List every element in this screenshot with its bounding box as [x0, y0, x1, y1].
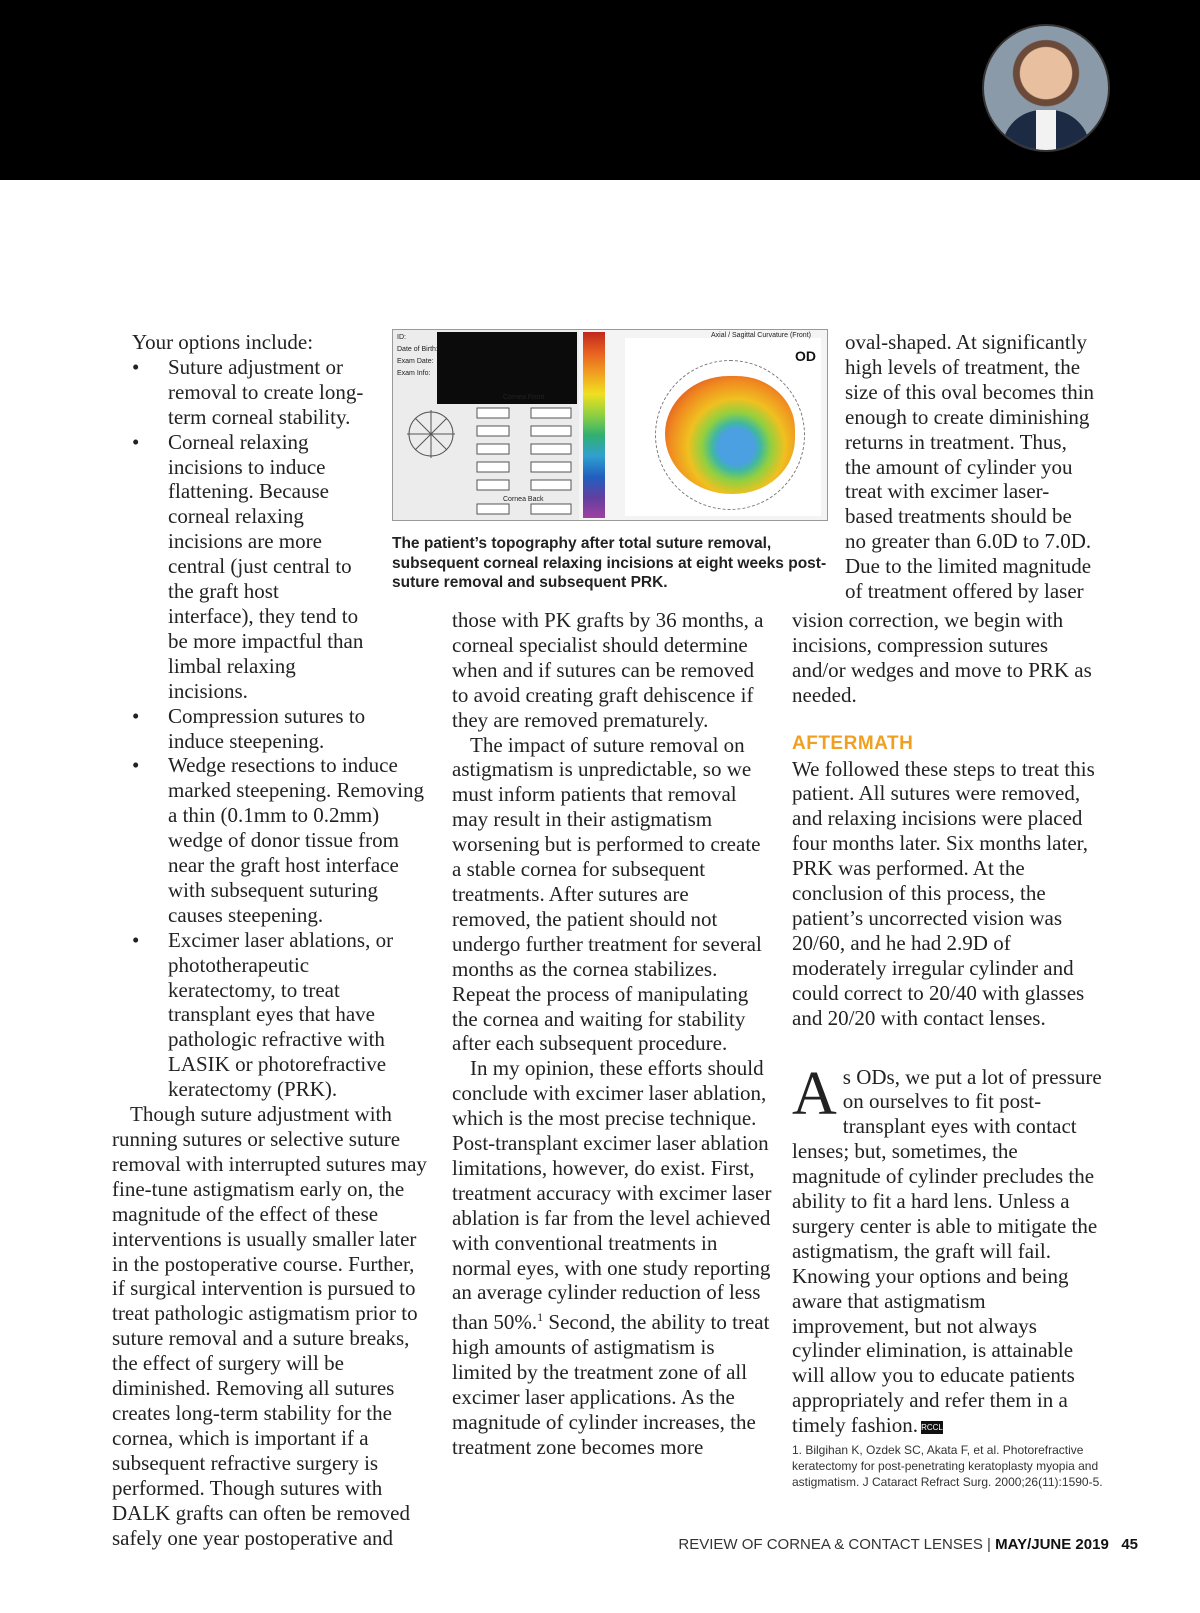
col2-paragraph-2: The impact of suture removal on astigmatism is unpredictable, so we must inform patients that removal may result in their astigmatism worsening but is performed to create a stable cornea for subsequent treatments. After sutures are removed, the patient should not undergo further treatment for several months as the cornea stabilizes. Repeat the process of manipulating the cornea and waiting for stability after each subsequent procedure. [452, 732, 762, 1056]
option-text: Compression sutures to induce steepening. [168, 703, 366, 753]
option-text: Corneal relaxing incisions to induce flattening. Because corneal relaxing incisions are more central (just central to the graft host interface), they tend to be more impactful than limbal relaxing incisions. [168, 429, 364, 703]
col2-paragraph-3 [452, 1056, 772, 1460]
option-item: • Compression sutures to induce steepening. [132, 703, 366, 753]
curvature-map [625, 332, 821, 516]
map-title: Axial / Sagittal Curvature (Front) [711, 332, 811, 339]
column-3-top [845, 330, 1095, 604]
journal-name: REVIEW OF CORNEA & CONTACT LENSES [678, 1536, 983, 1553]
option-text: Wedge resections to induce marked steepening. Removing a thin (0.1mm to 0.2mm) wedge of donor tissue from near the graft host interface with subsequent suturing causes steepening. [168, 753, 425, 927]
col3-p3-text: s ODs, we put a lot of pressure on ourselves to fit post-transplant eyes with contact lenses; but, sometimes, the magnitude of cylinder precludes the ability to fit a hard lens. Unless a surgery center is able to mitigate the astigmatism, the graft will fail. Knowing your options and being aware that astigmatism improvement, but not always cylinder elimination, is attainable will allow you to educate patients appropriately and refer them in a timely fashion. [792, 1064, 1102, 1438]
col3-paragraph-1: oval-shaped. At significantly high levels of treatment, the size of this oval becomes thin enough to create diminishing returns in treatment. Thus, the amount of cylinder you treat with excimer laser-based treatments should be no greater than 6.0D to 7.0D. Due to the limited magnitude of treatment offered by laser [845, 330, 1095, 604]
fig-label-cornea-front: Cornea Front [503, 394, 545, 401]
options-intro: Your options include: [132, 330, 314, 354]
option-text: Excimer laser ablations, or phototherapeutic keratectomy, to treat transplant eyes that have pathologic refractive with LASIK or photorefractive keratectomy (PRK). [168, 927, 394, 1102]
option-item: • Corneal relaxing incisions to induce flattening. Because corneal relaxing incisions are more central (just central to the graft host interface), they tend to be more impactful than limbal relaxing incisions. [132, 429, 364, 703]
end-mark: RCCL [921, 1423, 943, 1433]
data-fields [473, 404, 577, 521]
col1-paragraph: Though suture adjustment with running sutures or selective suture removal with interrupted sutures may fine-tune astigmatism early on, the magnitude of the effect of these interventions is usually smaller later in the postoperative course. Further, if surgical intervention is pursued to treat pathologic astigmatism prior to suture removal and a suture breaks, the effect of surgery will be diminished. Removing all sutures creates long-term stability for the cornea, which is important if a subsequent refractive surgery is performed. Though sutures with DALK grafts can often be removed safely one year postoperative and [112, 1102, 427, 1550]
spacer [792, 708, 1104, 732]
page-number: 45 [1121, 1536, 1138, 1553]
fig-label-dob: Date of Birth: [397, 346, 438, 353]
column-2 [452, 608, 772, 1460]
author-photo [982, 24, 1110, 152]
option-item: • Excimer laser ablations, or phototherapeutic keratectomy, to treat transplant eyes that have pathologic refractive with LASIK or photorefractive keratectomy (PRK). [132, 927, 394, 1102]
eye-label: OD [795, 348, 816, 364]
page-footer [678, 1536, 1138, 1553]
fig-label-exam-info: Exam Info: [397, 370, 431, 377]
curvature-heatmap [665, 376, 795, 494]
issue-date: MAY/JUNE 2019 [995, 1536, 1109, 1553]
col2-p3-text-b: Second, the ability to treat high amounts of astigmatism is limited by the treatment zone of all excimer laser applications. As the magnitude of cylinder increases, the treatment zone becomes more [452, 1310, 770, 1459]
column-1 [112, 330, 430, 1550]
color-scale-bar [583, 332, 605, 518]
column-3 [792, 608, 1104, 1490]
fig-label-exam-date: Exam Date: [397, 358, 434, 365]
option-item: • Suture adjustment or removal to create long-term corneal stability. [132, 354, 364, 429]
reference: 1. Bilgihan K, Ozdek SC, Akata F, et al. Photorefractive keratectomy for post-penetrating keratoplasty myopia and astigmatism. J Cataract Refract Surg. 2000;26(11):1590-5. [792, 1443, 1103, 1490]
footnote-marker: 1 [537, 1310, 544, 1325]
col3-paragraph-3 [792, 1059, 1104, 1439]
col2-paragraph-1: those with PK grafts by 36 months, a corneal specialist should determine when and if sutures can be removed to avoid creating graft dehiscence if they are removed prematurely. [452, 608, 764, 732]
col3-paragraph-2: We followed these steps to treat this patient. All sutures were removed, and relaxing incisions were placed four months later. Six months later, PRK was performed. At the conclusion of this process, the patient’s uncorrected vision was 20/60, and he had 2.9D of moderately irregular cylinder and could correct to 20/40 with glasses and 20/20 with contact lenses. [792, 756, 1095, 1030]
option-item: • Wedge resections to induce marked steepening. Removing a thin (0.1mm to 0.2mm) wedge of donor tissue from near the graft host interface with subsequent suturing causes steepening. [132, 753, 425, 927]
col3-paragraph-1b: vision correction, we begin with incisions, compression sutures and/or wedges and move to PRK as needed. [792, 608, 1092, 707]
spacer [792, 1031, 1104, 1065]
author-shirt [1036, 110, 1056, 150]
section-heading: AFTERMATH [792, 732, 914, 754]
figure-caption: The patient’s topography after total suture removal, subsequent corneal relaxing incisions at eight weeks post-suture removal and subsequent PRK. [392, 535, 827, 591]
fig-label-cornea-back: Cornea Back [503, 496, 544, 503]
fig-label-id: ID: [397, 334, 406, 341]
col2-p3-text-a: In my opinion, these efforts should conclude with excimer laser ablation, which is the most precise technique. Post-transplant excimer laser ablation limitations, however, do exist. First, treatment accuracy with excimer laser ablation is far from the level achieved with conventional treatments in normal eyes, with one study reporting an average cylinder reduction of less than 50%. [452, 1056, 772, 1335]
option-text: Suture adjustment or removal to create long-term corneal stability. [168, 354, 364, 429]
topography-figure [392, 329, 828, 521]
drop-cap: A [792, 1059, 837, 1128]
header-bar [0, 0, 1200, 180]
footer-separator: | [987, 1536, 991, 1553]
